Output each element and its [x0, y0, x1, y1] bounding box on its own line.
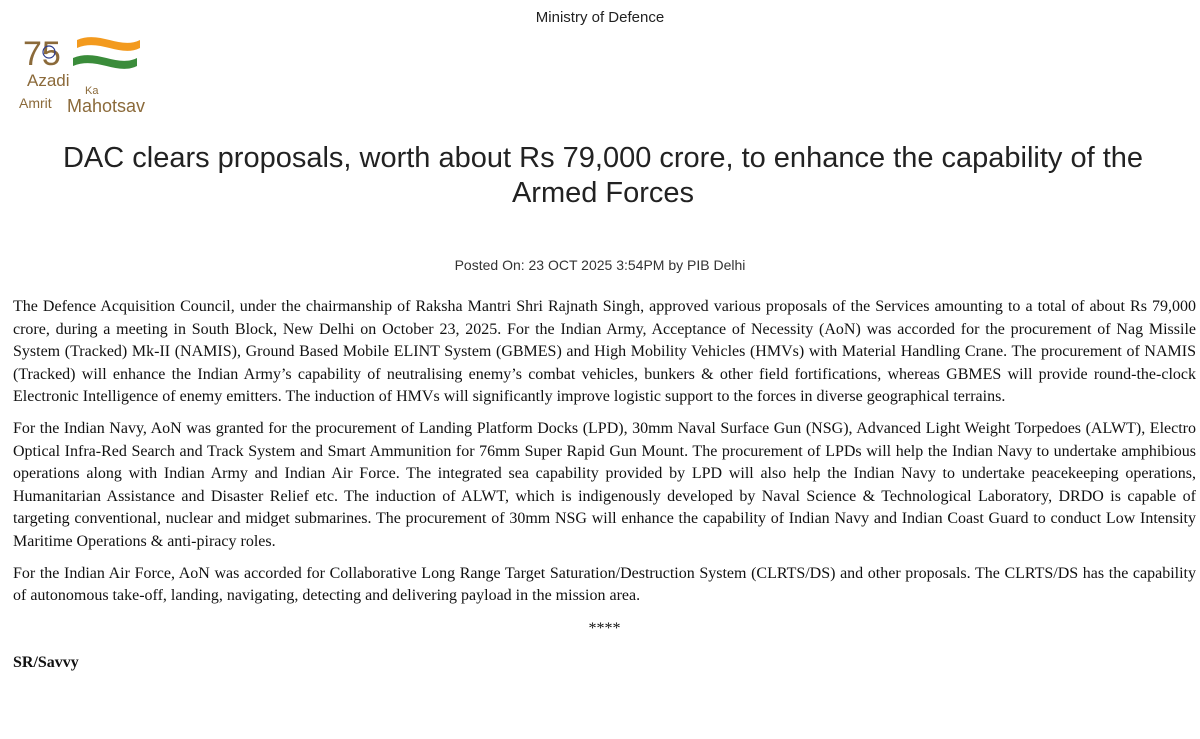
logo-number: 75	[23, 35, 61, 73]
posted-date: Posted On: 23 OCT 2025 3:54PM by PIB Delhi	[454, 257, 746, 273]
logo-line3: Amrit	[19, 95, 52, 111]
article-body	[13, 296, 1196, 675]
flag-saffron-wave	[77, 37, 140, 51]
logo-line4: Mahotsav	[67, 96, 146, 116]
flag-green-wave	[73, 55, 137, 69]
page-title: DAC clears proposals, worth about Rs 79,000 crore, to enhance the capability of the Armed Forces	[62, 142, 1144, 209]
paragraph-air-force: For the Indian Air Force, AoN was accorded for Collaborative Long Range Target Saturation/Destruction System (CLRTS/DS) and other proposals. The CLRTS/DS has the capability of autonomous take-off, landing, navigating, detecting and delivering payload in the mission area.	[13, 564, 1196, 605]
paragraph-army: The Defence Acquisition Council, under the chairmanship of Raksha Mantri Shri Rajnath Singh, approved various proposals of the Services amounting to a total of about Rs 79,000 crore, during a meeting in South Block, New Delhi on October 23, 2025. For the Indian Army, Acceptance of Necessity (AoN) was accorded for the procurement of Nag Missile System (Tracked) Mk-II (NAMIS), Ground Based Mobile ELINT System (GBMES) and High Mobility Vehicles (HMVs) with Material Handling Crane. The procurement of NAMIS (Tracked) will enhance the Indian Army’s capability of neutralising enemy’s combat vehicles, bunkers & other field fortifications, whereas GBMES will provide round-the-clock Electronic Intelligence of enemy emitters. The induction of HMVs will significantly improve logistic support to the forces in diverse geographical terrains.	[13, 298, 1196, 406]
amrit-mahotsav-emblem	[15, 30, 175, 120]
azadi-ka-amrit-mahotsav-logo	[15, 30, 175, 120]
signature: SR/Savvy	[13, 654, 79, 672]
ministry-name: Ministry of Defence	[535, 9, 665, 26]
logo-line1: Azadi	[27, 71, 70, 90]
paragraph-navy: For the Indian Navy, AoN was granted for the procurement of Landing Platform Docks (LPD), 30mm Naval Surface Gun (NSG), Advanced Light Weight Torpedoes (ALWT), Electro Optical Infra-Red Search and Track System and Smart Ammunition for 76mm Super Rapid Gun Mount. The procurement of LPDs will help the Indian Navy to undertake amphibious operations along with Indian Army and Indian Air Force. The integrated sea capability provided by LPD will also help the Indian Navy to undertake peacekeeping operations, Humanitarian Assistance and Disaster Relief etc. The induction of ALWT, which is indigenously developed by Naval Science & Technological Laboratory, DRDO is capable of targeting conventional, nuclear and midget submarines. The procurement of 30mm NSG will enhance the capability of Indian Navy and Indian Coast Guard to conduct Low Intensity Maritime Operations & anti-piracy roles.	[13, 419, 1196, 550]
separator: ****	[588, 619, 621, 637]
logo-line2: Ka	[85, 85, 99, 97]
